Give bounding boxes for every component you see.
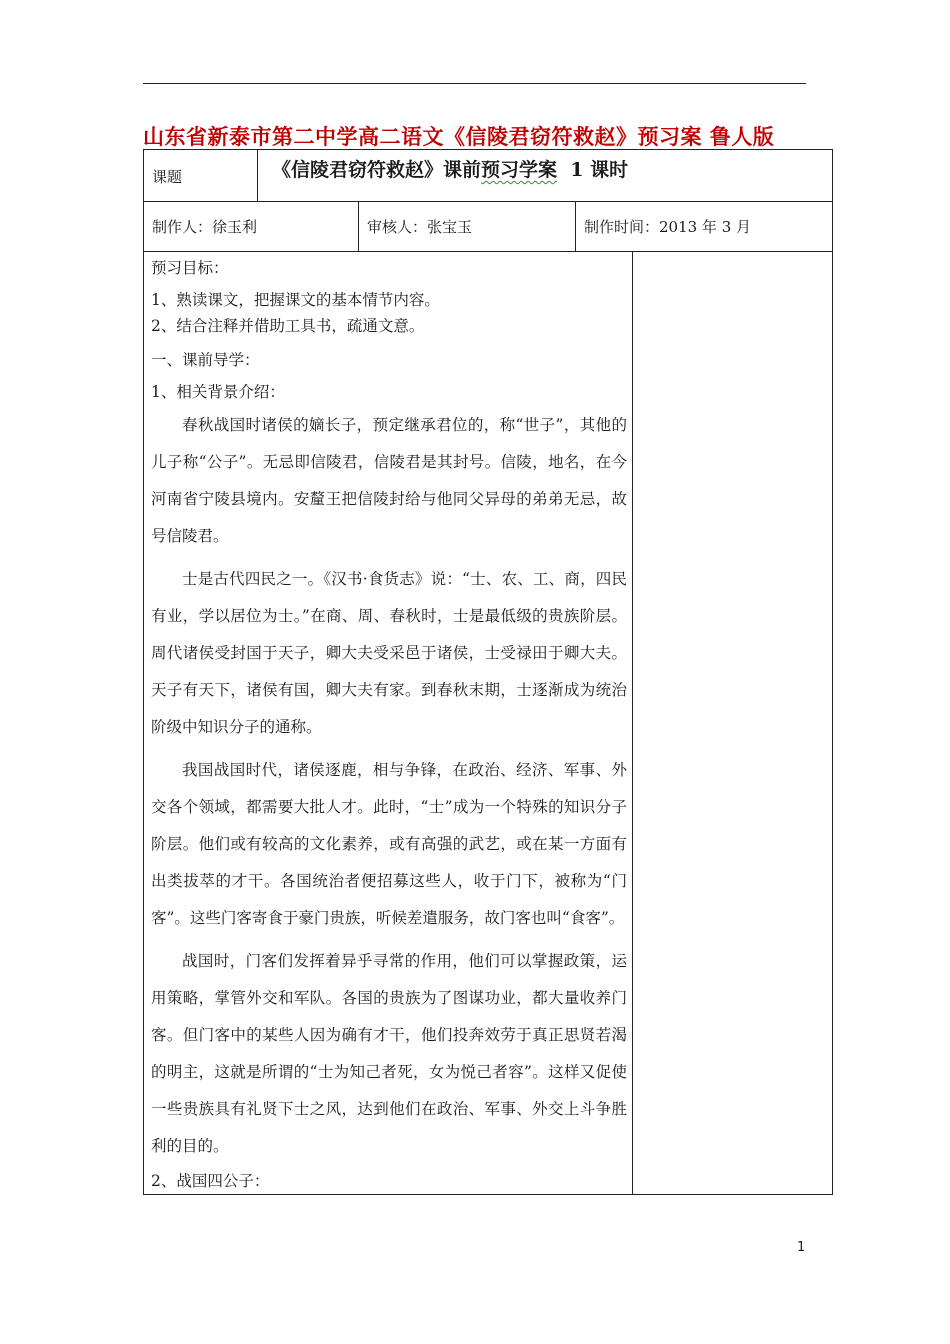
background-paragraph: 战国时，门客们发挥着异乎寻常的作用，他们可以掌握政策，运用策略，掌管外交和军队。各国的贵族为了图谋功业，都大量收养门客。但门客中的某些人因为确有才干，他们投奔效劳于真正思贤若渴的明主，这就是所谓的“士为知己者死，女为悦己者容”。这样又促使一些贵族具有礼贤下士之风，达到他们在政治、军事、外交上斗争胜利的目的。: [151, 952, 627, 1155]
background-paragraph: 士是古代四民之一。《汉书·食货志》说：“士、农、工、商，四民有业，学以居位为士。”在商、周、春秋时，士是最低级的贵族阶层。周代诸侯受封国于天子，卿大夫受采邑于诸侯，士受禄田于卿大夫。天子有天下，诸侯有国，卿大夫有家。到春秋末期，士逐渐成为统治阶级中知识分子的通称。: [151, 570, 627, 736]
table-col-divider: [632, 251, 633, 1195]
table-col-divider: [575, 201, 576, 251]
goal-item: 1、熟读课文，把握课文的基本情节内容。: [151, 291, 440, 309]
goal-item: 2、结合注释并借助工具书，疏通文意。: [151, 317, 425, 335]
subsection-heading: 1、相关背景介绍：: [151, 383, 285, 401]
section-heading: 一、课前导学：: [151, 351, 260, 369]
document-title: 山东省新泰市第二中学高二语文《信陵君窃符救赵》预习案 鲁人版: [143, 125, 775, 149]
page-number: 1: [797, 1240, 806, 1255]
preview-content: [151, 256, 627, 1193]
reviewer-field: 审核人：张宝玉: [367, 218, 473, 236]
subject-label: 课题: [152, 168, 183, 186]
table-col-divider: [358, 201, 359, 251]
subsection-heading: 2、战国四公子：: [151, 1172, 270, 1190]
goals-heading: 预习目标：: [151, 259, 229, 277]
table-row-divider: [143, 251, 833, 252]
background-paragraph: 春秋战国时诸侯的嫡长子，预定继承君位的，称“世子”，其他的儿子称“公子”。无忌即信陵君，信陵君是其封号。信陵，地名，在今河南省宁陵县境内。安釐王把信陵封给与他同父异母的弟弟无忌，故号信陵君。: [151, 416, 627, 545]
table-row-divider: [143, 201, 833, 202]
table-col-divider: [257, 149, 258, 201]
lesson-title: 《信陵君窃符救赵》课前预习学案 1 课时: [272, 159, 629, 181]
date-field: 制作时间：2013 年 3 月: [584, 218, 752, 236]
background-paragraph: 我国战国时代，诸侯逐鹿，相与争锋，在政治、经济、军事、外交各个领域，都需要大批人才。此时，“士”成为一个特殊的知识分子阶层。他们或有较高的文化素养，或有高强的武艺，或在某一方面有出类拔萃的才干。各国统治者便招募这些人，收于门下，被称为“门客”。这些门客寄食于豪门贵族，听候差遣服务，故门客也叫“食客”。: [151, 761, 627, 927]
author-field: 制作人：徐玉利: [152, 218, 258, 236]
header-rule: [143, 83, 806, 84]
